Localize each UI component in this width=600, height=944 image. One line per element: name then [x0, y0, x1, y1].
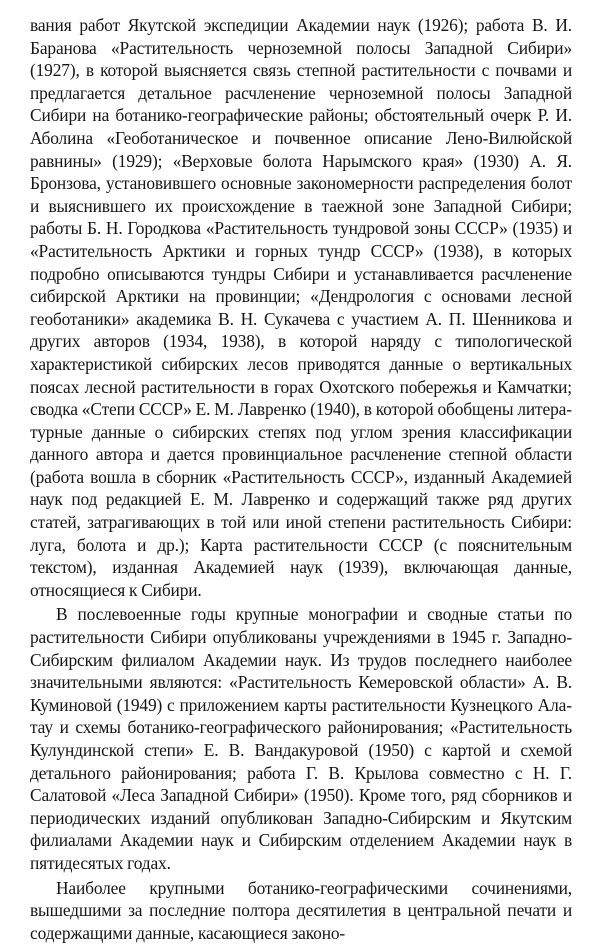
paragraph-2: В послевоенные годы крупные монографии и сводные статьи по растительности Сибири опубликованы учреждениями в 1945 г. Западно-Сибирским филиалом Академии наук. Из трудов последнего наиболее значительными являются: «Растительность Кемеровской области» А. В. Куминовой (1949) с приложением карты растительности Кузнецкого Алатау и схемы ботанико-географического районирования; «Растительность Кулундинской степи» Е. В. Вандакуровой (1950) с картой и схемой детального районирования; работа Г. В. Крылова совместно с Н. Г. Салатовой «Леса Западной Сибири» (1950). Кроме того, ряд сборников и периодических изданий опубликован Западно-Сибирским и Якутским филиалами Академии наук и Сибирским отделением Академии наук в пятидесятых годах. — [30, 604, 572, 873]
paragraph-3: Наиболее крупными ботанико-географическими сочинениями, вышедшими за последние полтора десятилетия в центральной печати и содержащими данные, касающиеся законо- — [30, 877, 572, 943]
document-page — [30, 14, 572, 943]
paragraph-1: вания работ Якутской экспедиции Академии наук (1926); работа В. И. Баранова «Растительность черноземной полосы Западной Сибири» (1927), в которой выясняется связь степной растительности с почвами и предлагается детальное расчленение черноземной полосы Западной Сибири на ботанико-географические районы; обстоятельный очерк Р. И. Аболина «Геоботаническое и почвенное описание Лено-Вилюйской равнины» (1929); «Верховые болота Нарымского края» (1930) А. Я. Бронзова, установившего основные закономерности распределения болот и выяснившего их происхождение в таежной зоне Западной Сибири; работы Б. Н. Городкова «Растительность тундровой зоны СССР» (1935) и «Растительность Арктики и горных тундр СССР» (1938), в которых подробно описываются тундры Сибири и устанавливается расчленение сибирской Арктики на провинции; «Дендрология с основами лесной геоботаники» академика В. Н. Сукачева с участием А. П. Шенникова и других авторов (1934, 1938), в которой наряду с типологической характеристикой сибирских лесов приводятся данные о вертикальных поясах лесной растительности в горах Охотского побережья и Камчатки; сводка «Степи СССР» Е. М. Лавренко (1940), в которой обобщены литературные данные о сибирских степях под углом зрения классификации данного автора и дается провинциальное расчленение степной области (работа вошла в сборник «Растительность СССР», изданный Академией наук под редакцией Е. М. Лавренко и содержащий также ряд других статей, затрагивающих в той или иной степени растительность Сибири: луга, болота и др.); Карта растительности СССР (с пояснительным текстом), изданная Академией наук (1939), включающая данные, относящиеся к Сибири. — [30, 15, 572, 600]
